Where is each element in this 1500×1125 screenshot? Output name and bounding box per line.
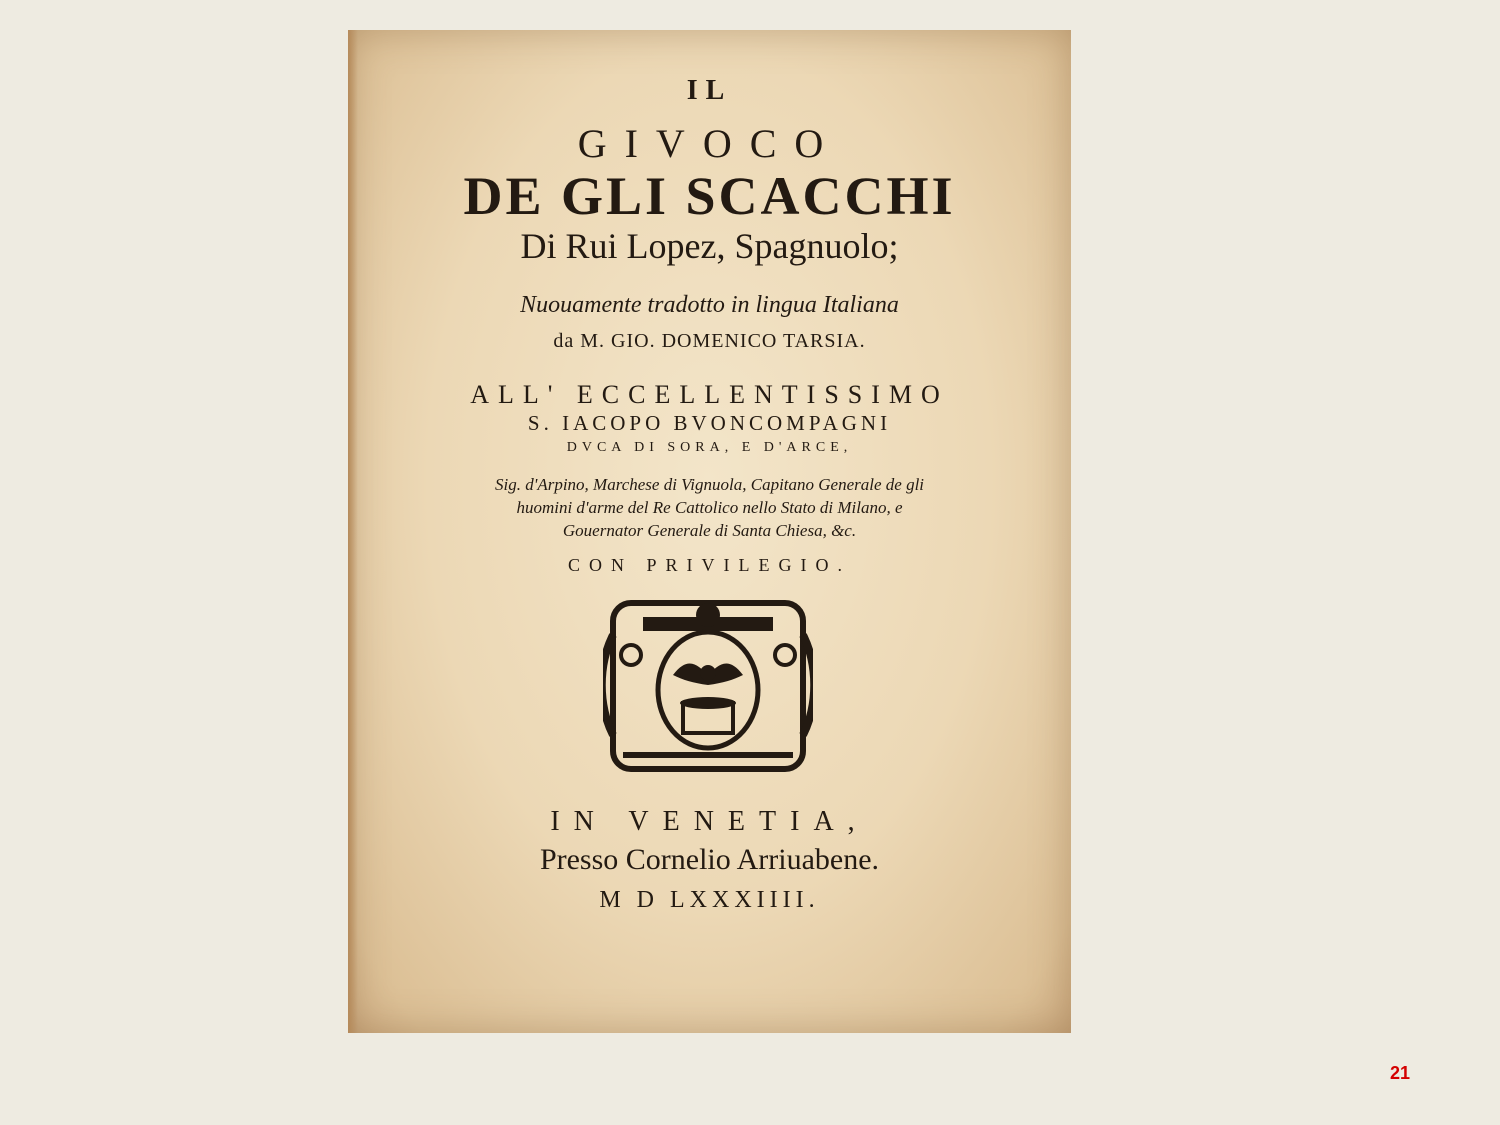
year-line: M D LXXXIIII. xyxy=(599,887,820,913)
translation-line: Nuouamente tradotto in lingua Italiana xyxy=(520,292,899,318)
translator-line: da M. GIO. DOMENICO TARSIA. xyxy=(553,330,866,352)
title-line-givoco: GIVOCO xyxy=(577,121,842,166)
printer-line: Presso Cornelio Arriuabene. xyxy=(539,843,880,876)
author-line: Di Rui Lopez, Spagnuolo; xyxy=(520,226,899,266)
titles-line-2: huomini d'arme del Re Cattolico nello Stato di Milano, e xyxy=(516,498,903,517)
titles-line-1: Sig. d'Arpino, Marchese di Vignuola, Capitano Generale de gli xyxy=(494,475,925,494)
titles-line-3: Gouernator Generale di Santa Chiesa, &c. xyxy=(562,521,857,540)
dedication-line: ALL' ECCELLENTISSIMO xyxy=(470,380,949,409)
title-line-scacchi: DE GLI SCACCHI xyxy=(463,166,956,226)
duca-line: DVCA DI SORA, E D'ARCE, xyxy=(566,440,853,455)
printers-mark-emblem xyxy=(603,595,813,775)
privilegio-line: CON PRIVILEGIO. xyxy=(568,555,851,575)
dedicatee-line: S. IACOPO BVONCOMPAGNI xyxy=(527,411,892,435)
city-line: IN VENETIA, xyxy=(550,806,869,837)
slide-number: 21 xyxy=(1389,1063,1411,1083)
title-line-il: IL xyxy=(686,75,733,106)
book-title-page xyxy=(348,30,1071,1033)
